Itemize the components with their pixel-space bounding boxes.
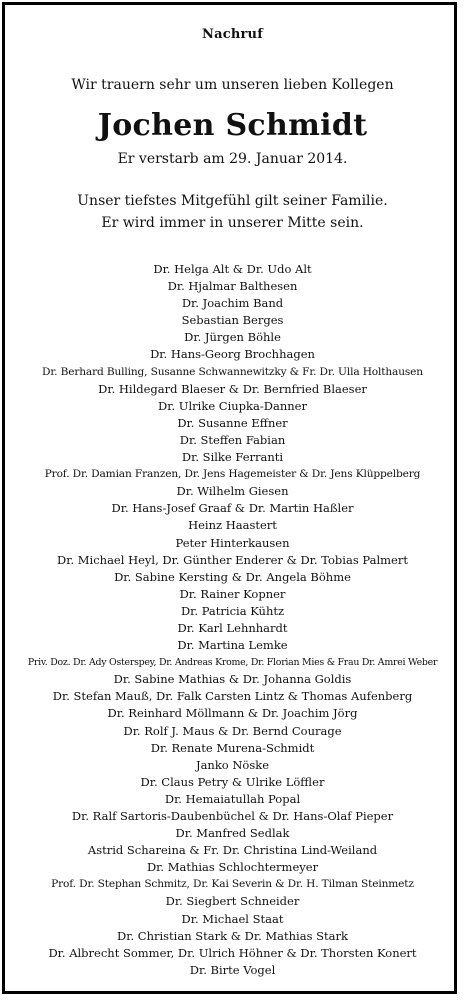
signatory: Dr. Karl Lehnhardt [177, 620, 288, 635]
signatory: Dr. Manfred Sedlak [175, 826, 290, 841]
notice-heading: Nachruf [202, 27, 263, 42]
signatory: Dr. Sabine Mathias & Dr. Johanna Goldis [113, 672, 352, 687]
signatory: Dr. Berhard Bulling, Susanne Schwannewitzky & Fr. Dr. Ulla Holthausen [42, 365, 423, 378]
signatory: Dr. Helga Alt & Dr. Udo Alt [153, 262, 312, 276]
signatory: Dr. Rainer Kopner [179, 586, 286, 601]
signatory: Priv. Doz. Dr. Ady Osterspey, Dr. Andreas Krome, Dr. Florian Mies & Frau Dr. Amrei Weber [27, 657, 438, 669]
signatory: Dr. Susanne Effner [177, 415, 288, 430]
deceased-name: Jochen Schmidt [97, 108, 368, 143]
signatory: Dr. Albrecht Sommer, Dr. Ulrich Höhner & Dr. Thorsten Konert [48, 945, 417, 960]
signatory: Dr. Hjalmar Balthesen [167, 279, 298, 294]
signatory: Dr. Mathias Schlochtermeyer [146, 860, 319, 875]
death-date: Er verstarb am 29. Januar 2014. [117, 151, 348, 167]
signatory: Dr. Hemaiatullah Popal [164, 791, 301, 806]
signatory: Astrid Schareina & Fr. Dr. Christina Lind-Weiland [87, 843, 378, 858]
signatory: Dr. Reinhard Möllmann & Dr. Joachim Jörg [107, 706, 358, 721]
signatory: Dr. Martina Lemke [177, 638, 288, 653]
signatory: Dr. Silke Ferranti [181, 450, 284, 465]
signatory: Sebastian Berges [181, 313, 284, 328]
signatory: Dr. Hildegard Blaeser & Dr. Bernfried Blaeser [98, 381, 367, 396]
signatory: Dr. Hans-Georg Brochhagen [150, 347, 315, 362]
signatory: Dr. Siegbert Schneider [165, 894, 300, 909]
signatory: Dr. Renate Murena-Schmidt [150, 740, 315, 755]
signatory: Prof. Dr. Damian Franzen, Dr. Jens Hagemeister & Dr. Jens Klüppelberg [44, 468, 421, 481]
signatory: Dr. Jürgen Böhle [184, 330, 281, 345]
signatory: Dr. Rolf J. Maus & Dr. Bernd Courage [123, 723, 342, 738]
signatory: Janko Nöske [195, 757, 270, 772]
signatory-list [0, 261, 465, 979]
signatory: Dr. Michael Staat [181, 911, 284, 926]
condolence-line-2: Er wird immer in unserer Mitte sein. [101, 215, 364, 231]
signatory: Dr. Stefan Mauß, Dr. Falk Carsten Lintz & Thomas Aufenberg [52, 689, 413, 704]
signatory: Heinz Haastert [188, 518, 277, 533]
signatory: Prof. Dr. Stephan Schmitz, Dr. Kai Severin & Dr. H. Tilman Steinmetz [51, 878, 414, 891]
signatory: Dr. Ralf Sartoris-Daubenbüchel & Dr. Hans-Olaf Pieper [71, 809, 394, 823]
signatory: Dr. Christian Stark & Dr. Mathias Stark [117, 928, 348, 943]
signatory: Dr. Patricia Kühtz [180, 603, 285, 618]
signatory: Dr. Sabine Kersting & Dr. Angela Böhme [114, 569, 351, 584]
signatory: Dr. Birte Vogel [189, 962, 276, 977]
signatory: Dr. Joachim Band [181, 296, 284, 311]
signatory: Dr. Ulrike Ciupka-Danner [158, 398, 307, 413]
signatory: Dr. Hans-Josef Graaf & Dr. Martin Haßler [111, 501, 354, 516]
signatory: Dr. Claus Petry & Ulrike Löffler [140, 774, 325, 789]
condolence-line-1: Unser tiefstes Mitgefühl gilt seiner Familie. [77, 193, 388, 209]
signatory: Dr. Wilhelm Giesen [176, 484, 289, 499]
intro-line: Wir trauern sehr um unseren lieben Kollegen [71, 77, 394, 93]
signatory: Dr. Steffen Fabian [179, 432, 286, 447]
signatory: Dr. Michael Heyl, Dr. Günther Enderer & Dr. Tobias Palmert [57, 552, 408, 567]
signatory: Peter Hinterkausen [175, 535, 290, 550]
